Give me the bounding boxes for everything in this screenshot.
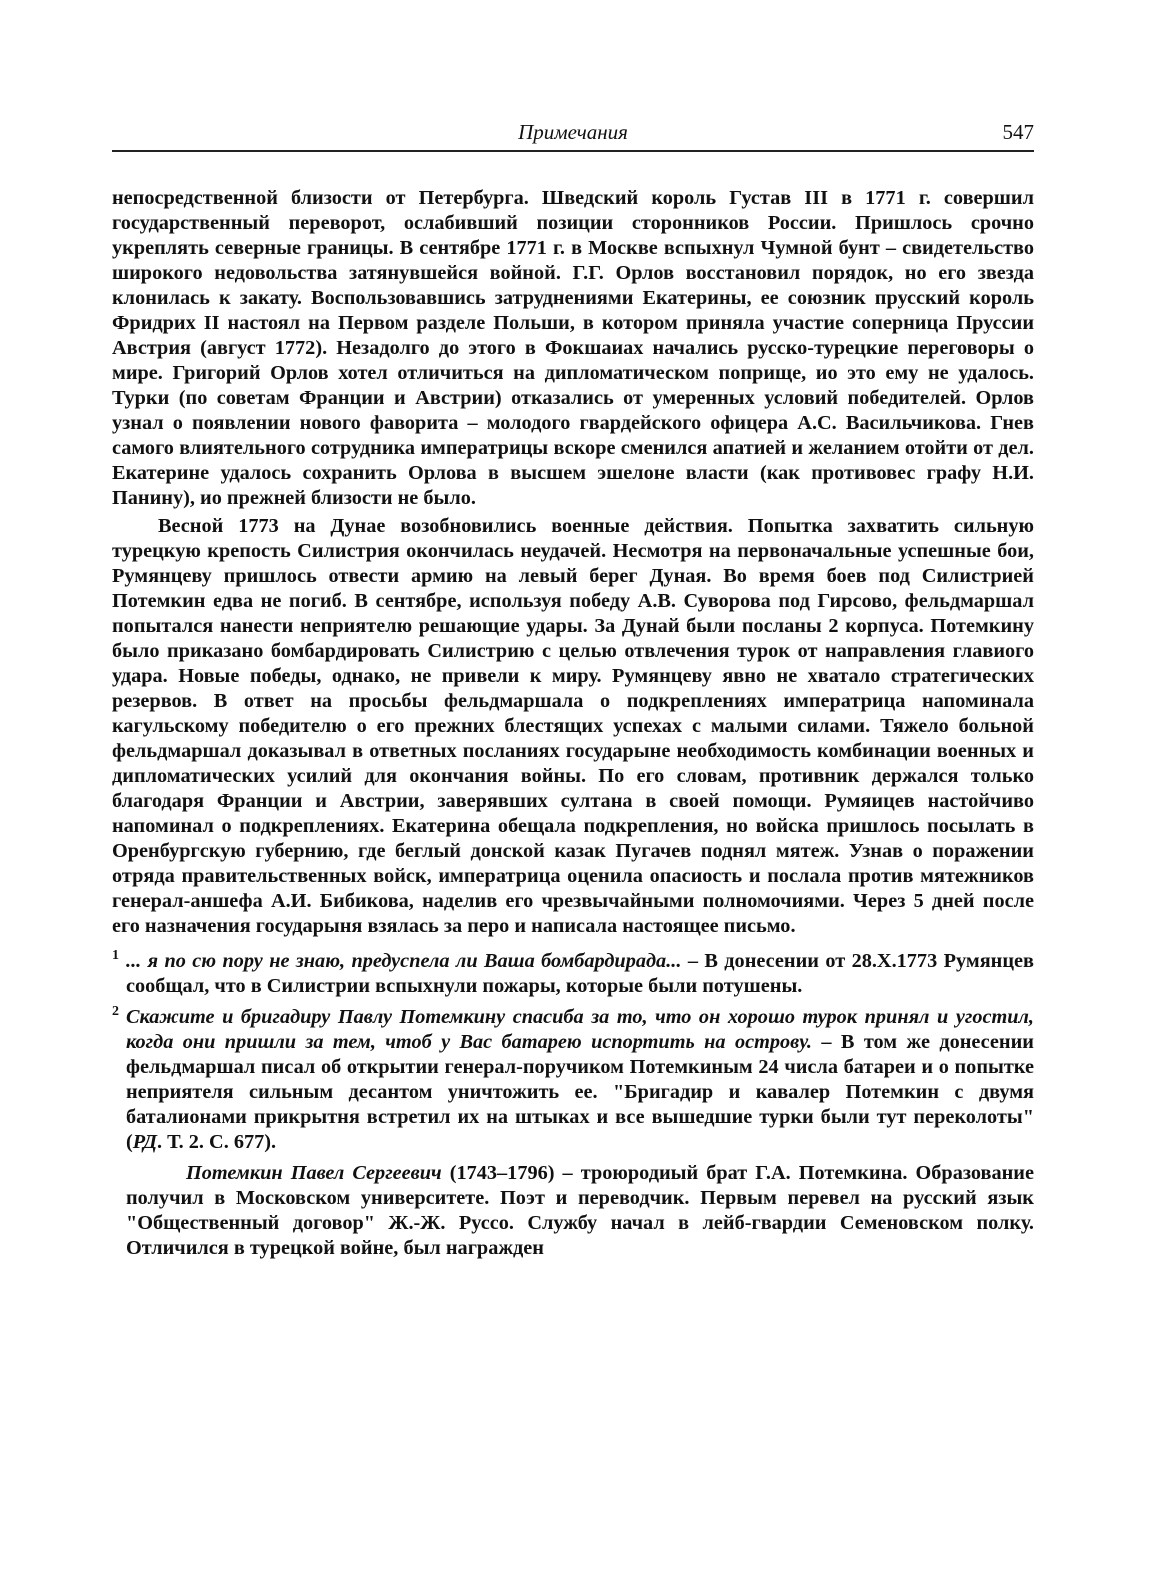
note-1-mark: 1	[112, 948, 119, 963]
note-2-text: – В том же донесении фельдмаршал писал об открытии генерал-поручиком Потемкиным 24 числа батареи и о попытке неприятеля сильным десантом уничтожить ее. "Бригадир и кавалер Потемкин с двумя баталионами прикрытня встретил их на штыках и все вышедшие турки были тут переколоты" (	[126, 1031, 1034, 1153]
note-2-tail: . Т. 2. С. 677).	[157, 1131, 277, 1153]
page-number: 547	[1002, 120, 1034, 144]
page	[112, 110, 1034, 1510]
paragraph-2: Весной 1773 на Дунае возобновились военные действия. Попытка захватить сильную турецкую крепость Силистрия окончилась неудачей. Несмотря на первоначальные успешные бои, Румянцеву пришлось отвести армию на левый берег Дуная. Во время боев под Силистрией Потемкин едва не погиб. В сентябре, используя победу А.В. Суворова под Гирсово, фельдмаршал попытался нанести неприятелю решающие удары. За Дунай были посланы 2 корпуса. Потемкину было приказано бомбардировать Силистрию с целью отвлечения турок от направления главиого удара. Новые победы, однако, не привели к миру. Румянцеву явно не хватало стратегических резервов. В ответ на просьбы фельдмаршала о подкреплениях императрица напоминала кагульскому победителю о его прежних блестящих успехах с малыми силами. Тяжело больной фельдмаршал доказывал в ответных посланиях государыне необходимость комбинации военных и дипломатических усилий для окончания войны. По его словам, противник держался только благодаря Франции и Австрии, заверявших султана в своей помощи. Румяицев настойчиво напоминал о подкреплениях. Екатерина обещала подкрепления, но войска пришлось посылать в Оренбургскую губернию, где беглый донской казак Пугачев поднял мятеж. Узнав о поражении отряда правительственных войск, императрица оценила опасиость и послала против мятежников генерал-аншефа А.И. Бибикова, наделив его чрезвычайными полномочиями. Через 5 дней после его назначения государыня взялась за перо и написала настоящее письмо.	[112, 515, 1034, 937]
note-2-quote: Скажите и бригадиру Павлу Потемкину спасиба за то, что он хорошо турок принял и угостил, когда они пришли за тем, чтоб у Вас батарею испортить на острову.	[126, 1006, 1034, 1053]
note-1-quote: ... я по сю пору не знаю, предуспела ли Ваша бомбардирада...	[126, 950, 682, 972]
bio-name: Потемкин Павел Сергеевич	[186, 1162, 442, 1184]
note-2	[112, 1005, 1034, 1155]
notes	[112, 949, 1034, 1261]
main-text	[112, 186, 1034, 939]
bio-note	[112, 1161, 1034, 1261]
note-2-mark: 2	[112, 1004, 119, 1019]
bio-text: (1743–1796) – троюродиый брат Г.А. Потемкина. Образование получил в Московском университете. Поэт и переводчик. Первым перевел на русский язык "Общественный договор" Ж.-Ж. Руссо. Службу начал в лейб-гвардии Семеновском полку. Отличился в турецкой войне, был награжден	[126, 1162, 1034, 1259]
note-2-source: РД	[132, 1131, 157, 1153]
paragraph-1: непосредственной близости от Петербурга. Шведский король Густав III в 1771 г. совершил государственный переворот, ослабивший позиции сторонников России. Пришлось срочно укреплять северные границы. В сентябре 1771 г. в Москве вспыхнул Чумной бунт – свидетельство широкого недовольства затянувшейся войной. Г.Г. Орлов восстановил порядок, но его звезда клонилась к закату. Воспользовавшись затруднениями Екатерины, ее союзник прусский король Фридрих II настоял на Первом разделе Польши, в котором приняла участие соперница Пруссии Австрия (август 1772). Незадолго до этого в Фокшаиах начались русско-турецкие переговоры о мире. Григорий Орлов хотел отличиться на дипломатическом поприще, ио это ему не удалось. Турки (по советам Франции и Австрии) отказались от умеренных условий победителей. Орлов узнал о появлении нового фаворита – молодого гвардейского офицера А.С. Васильчикова. Гнев самого влиятельного сотрудника императрицы вскоре сменился апатией и желанием отойти от дел. Екатерине удалось сохранить Орлова в высшем эшелоне власти (как противовес графу Н.И. Панину), ио прежней близости не было.	[112, 187, 1034, 509]
note-1	[112, 949, 1034, 999]
page-header	[112, 110, 1034, 152]
running-title: Примечания	[518, 120, 628, 144]
note-1-text: – В донесении от 28.X.1773 Румянцев сообщал, что в Силистрии вспыхнули пожары, которые были потушены.	[126, 950, 1034, 997]
